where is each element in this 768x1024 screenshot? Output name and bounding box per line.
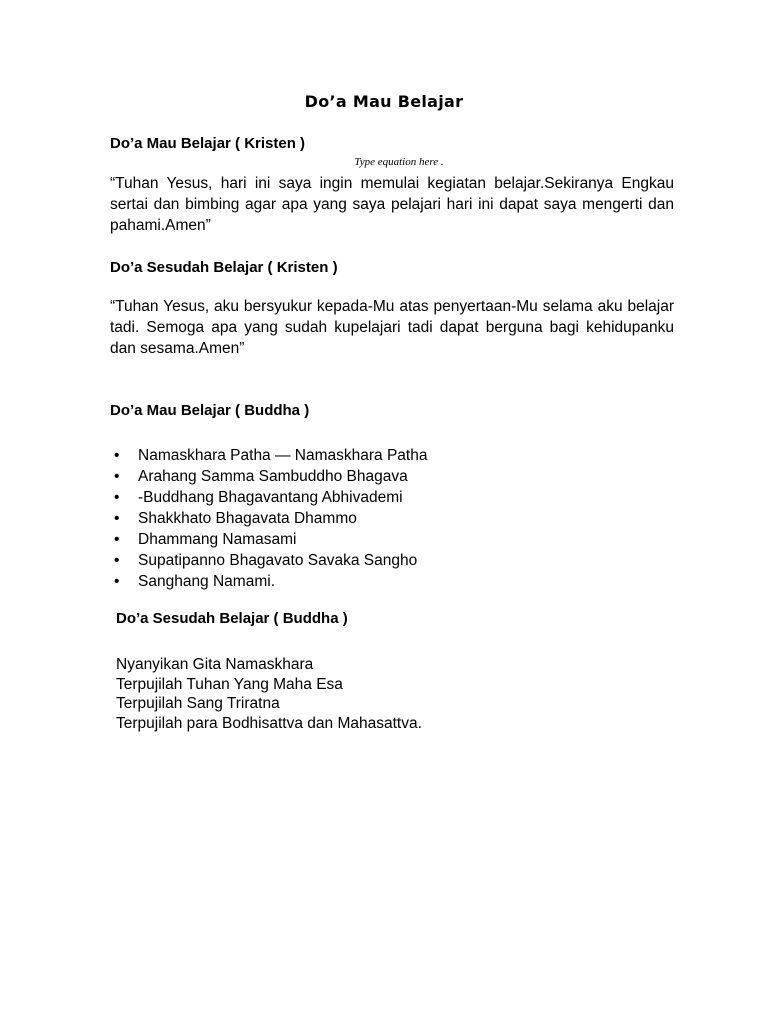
prayer-line: Terpujilah Tuhan Yang Maha Esa	[116, 675, 343, 693]
bullet-icon: •	[114, 447, 120, 464]
list-item-text: Supatipanno Bhagavato Savaka Sangho	[138, 552, 418, 569]
list-item-text: -Buddhang Bhagavantang Abhivademi	[138, 489, 403, 506]
paragraph-doa-sesudah-belajar-kristen: “Tuhan Yesus, aku bersyukur kepada-Mu atas penyertaan-Mu selama aku belajar tadi. Semoga apa yang sudah kupelajari tadi dapat berguna bagi kehidupanku dan sesama.Amen”	[110, 298, 674, 357]
prayer-line: Nyanyikan Gita Namaskhara	[116, 656, 314, 673]
list-item	[110, 466, 427, 487]
document-title: Do’a Mau Belajar	[304, 92, 464, 111]
list-item-text: Arahang Samma Sambuddho Bhagava	[138, 468, 408, 485]
equation-placeholder[interactable]: Type equation here .	[354, 156, 444, 168]
list-item	[110, 445, 427, 466]
bullet-icon: •	[114, 573, 120, 590]
prayer-line: Terpujilah Sang Triratna	[116, 695, 280, 712]
heading-doa-sesudah-belajar-buddha: Do’a Sesudah Belajar ( Buddha )	[116, 610, 348, 627]
buddha-prayer-list	[110, 445, 427, 592]
bullet-icon: •	[114, 531, 120, 548]
heading-doa-mau-belajar-buddha: Do’a Mau Belajar ( Buddha )	[110, 402, 310, 419]
list-item	[110, 529, 427, 550]
list-item-text: Sanghang Namami.	[138, 573, 275, 590]
heading-doa-sesudah-belajar-kristen: Do’a Sesudah Belajar ( Kristen )	[110, 259, 338, 276]
list-item-text: Shakkhato Bhagavata Dhammo	[138, 510, 357, 527]
list-item	[110, 571, 427, 592]
list-item-text: Namaskhara Patha — Namaskhara Patha	[138, 447, 428, 464]
bullet-icon: •	[114, 552, 120, 569]
list-item-text: Dhammang Namasami	[138, 531, 297, 548]
bullet-icon: •	[114, 489, 120, 506]
paragraph-doa-mau-belajar-kristen: “Tuhan Yesus, hari ini saya ingin memulai kegiatan belajar.Sekiranya Engkau sertai dan bimbing agar apa yang saya pelajari hari ini dapat saya mengerti dan pahami.Amen”	[110, 175, 674, 234]
heading-doa-mau-belajar-kristen: Do’a Mau Belajar ( Kristen )	[110, 135, 306, 152]
list-item	[110, 550, 427, 571]
bullet-icon: •	[114, 468, 120, 485]
prayer-line: Terpujilah para Bodhisattva dan Mahasattva.	[116, 714, 422, 732]
list-item	[110, 508, 427, 529]
buddha-closing-prayer	[116, 655, 422, 733]
list-item	[110, 487, 427, 508]
bullet-icon: •	[114, 510, 120, 527]
